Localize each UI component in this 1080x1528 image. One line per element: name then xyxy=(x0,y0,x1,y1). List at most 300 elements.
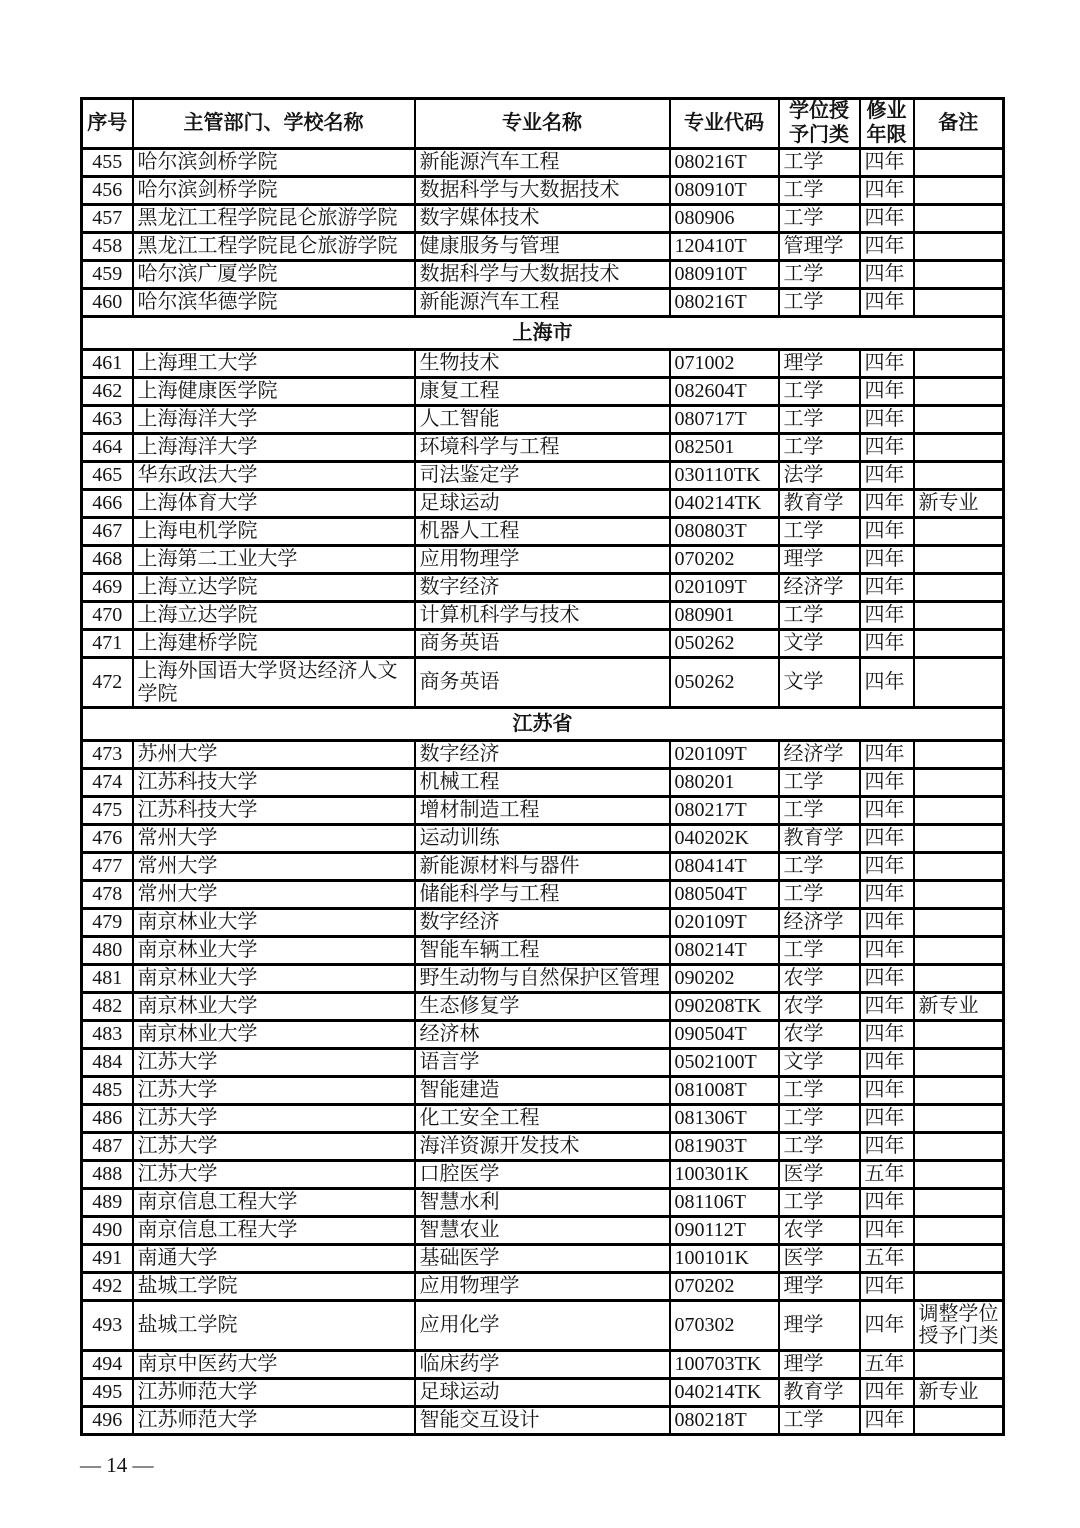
table-header-row xyxy=(82,99,1004,149)
cell-major-code: 082604T xyxy=(670,378,779,406)
cell-major-name: 新能源汽车工程 xyxy=(415,149,670,177)
cell-degree-category: 经济学 xyxy=(779,574,860,602)
cell-remarks xyxy=(914,1350,1004,1378)
cell-major-code: 080216T xyxy=(670,149,779,177)
table-row xyxy=(82,289,1004,317)
cell-study-duration: 四年 xyxy=(860,177,914,205)
cell-serial-number: 482 xyxy=(82,992,133,1020)
cell-degree-category: 工学 xyxy=(779,434,860,462)
cell-school-name: 上海海洋大学 xyxy=(133,434,415,462)
cell-remarks: 调整学位授予门类 xyxy=(914,1300,1004,1350)
cell-major-name: 数字经济 xyxy=(415,908,670,936)
cell-school-name: 上海第二工业大学 xyxy=(133,546,415,574)
cell-serial-number: 463 xyxy=(82,406,133,434)
cell-remarks xyxy=(914,462,1004,490)
cell-serial-number: 485 xyxy=(82,1076,133,1104)
table-row xyxy=(82,964,1004,992)
table-row xyxy=(82,824,1004,852)
cell-school-name: 南京林业大学 xyxy=(133,964,415,992)
cell-remarks xyxy=(914,1076,1004,1104)
cell-school-name: 上海立达学院 xyxy=(133,602,415,630)
cell-study-duration: 四年 xyxy=(860,880,914,908)
table-row xyxy=(82,1378,1004,1406)
cell-major-name: 数字媒体技术 xyxy=(415,205,670,233)
cell-major-name: 数据科学与大数据技术 xyxy=(415,261,670,289)
cell-serial-number: 493 xyxy=(82,1300,133,1350)
cell-major-code: 030110TK xyxy=(670,462,779,490)
cell-serial-number: 490 xyxy=(82,1216,133,1244)
cell-school-name: 南京林业大学 xyxy=(133,992,415,1020)
cell-major-name: 野生动物与自然保护区管理 xyxy=(415,964,670,992)
cell-degree-category: 文学 xyxy=(779,658,860,708)
cell-serial-number: 455 xyxy=(82,149,133,177)
cell-major-code: 080504T xyxy=(670,880,779,908)
table-row xyxy=(82,936,1004,964)
cell-study-duration: 四年 xyxy=(860,1020,914,1048)
cell-major-name: 储能科学与工程 xyxy=(415,880,670,908)
cell-serial-number: 457 xyxy=(82,205,133,233)
cell-major-code: 090208TK xyxy=(670,992,779,1020)
cell-major-name: 环境科学与工程 xyxy=(415,434,670,462)
cell-serial-number: 456 xyxy=(82,177,133,205)
cell-study-duration: 四年 xyxy=(860,546,914,574)
cell-degree-category: 文学 xyxy=(779,630,860,658)
table-row xyxy=(82,880,1004,908)
cell-study-duration: 四年 xyxy=(860,1272,914,1300)
cell-remarks xyxy=(914,406,1004,434)
cell-study-duration: 四年 xyxy=(860,1216,914,1244)
cell-school-name: 南京林业大学 xyxy=(133,936,415,964)
table-row xyxy=(82,1048,1004,1076)
cell-remarks xyxy=(914,908,1004,936)
cell-serial-number: 467 xyxy=(82,518,133,546)
cell-major-name: 司法鉴定学 xyxy=(415,462,670,490)
table-row xyxy=(82,1406,1004,1434)
cell-major-code: 120410T xyxy=(670,233,779,261)
cell-serial-number: 495 xyxy=(82,1378,133,1406)
cell-major-name: 增材制造工程 xyxy=(415,796,670,824)
cell-remarks xyxy=(914,630,1004,658)
cell-major-code: 081106T xyxy=(670,1188,779,1216)
cell-major-name: 海洋资源开发技术 xyxy=(415,1132,670,1160)
cell-school-name: 南京信息工程大学 xyxy=(133,1188,415,1216)
cell-remarks xyxy=(914,602,1004,630)
cell-serial-number: 494 xyxy=(82,1350,133,1378)
cell-degree-category: 工学 xyxy=(779,1104,860,1132)
cell-major-code: 090112T xyxy=(670,1216,779,1244)
cell-major-code: 070302 xyxy=(670,1300,779,1350)
table-row xyxy=(82,149,1004,177)
cell-serial-number: 469 xyxy=(82,574,133,602)
cell-major-code: 100301K xyxy=(670,1160,779,1188)
cell-remarks xyxy=(914,936,1004,964)
cell-school-name: 盐城工学院 xyxy=(133,1300,415,1350)
cell-study-duration: 四年 xyxy=(860,149,914,177)
cell-major-code: 020109T xyxy=(670,908,779,936)
cell-school-name: 江苏大学 xyxy=(133,1048,415,1076)
cell-degree-category: 管理学 xyxy=(779,233,860,261)
cell-study-duration: 五年 xyxy=(860,1160,914,1188)
cell-degree-category: 工学 xyxy=(779,406,860,434)
cell-degree-category: 工学 xyxy=(779,177,860,205)
cell-serial-number: 473 xyxy=(82,740,133,768)
cell-remarks xyxy=(914,852,1004,880)
cell-major-code: 050262 xyxy=(670,630,779,658)
cell-major-name: 运动训练 xyxy=(415,824,670,852)
cell-major-name: 数字经济 xyxy=(415,574,670,602)
cell-school-name: 江苏大学 xyxy=(133,1076,415,1104)
cell-study-duration: 四年 xyxy=(860,1406,914,1434)
cell-serial-number: 464 xyxy=(82,434,133,462)
cell-major-name: 化工安全工程 xyxy=(415,1104,670,1132)
cell-serial-number: 471 xyxy=(82,630,133,658)
cell-major-code: 0502100T xyxy=(670,1048,779,1076)
section-header-row xyxy=(82,317,1004,350)
cell-major-code: 100101K xyxy=(670,1244,779,1272)
cell-major-code: 080414T xyxy=(670,852,779,880)
cell-major-name: 智慧农业 xyxy=(415,1216,670,1244)
cell-degree-category: 工学 xyxy=(779,602,860,630)
cell-school-name: 黑龙江工程学院昆仑旅游学院 xyxy=(133,233,415,261)
cell-school-name: 盐城工学院 xyxy=(133,1272,415,1300)
cell-major-name: 基础医学 xyxy=(415,1244,670,1272)
table-row xyxy=(82,518,1004,546)
cell-study-duration: 四年 xyxy=(860,205,914,233)
cell-study-duration: 四年 xyxy=(860,796,914,824)
cell-study-duration: 四年 xyxy=(860,462,914,490)
cell-serial-number: 466 xyxy=(82,490,133,518)
cell-remarks xyxy=(914,149,1004,177)
cell-remarks xyxy=(914,824,1004,852)
table-row xyxy=(82,1244,1004,1272)
cell-study-duration: 四年 xyxy=(860,768,914,796)
cell-major-code: 080910T xyxy=(670,261,779,289)
cell-major-name: 机械工程 xyxy=(415,768,670,796)
col-header-serial-number: 序号 xyxy=(82,99,133,149)
cell-major-name: 康复工程 xyxy=(415,378,670,406)
table-row xyxy=(82,1104,1004,1132)
cell-study-duration: 四年 xyxy=(860,350,914,378)
cell-remarks xyxy=(914,1020,1004,1048)
cell-study-duration: 五年 xyxy=(860,1350,914,1378)
cell-remarks xyxy=(914,233,1004,261)
cell-study-duration: 四年 xyxy=(860,740,914,768)
cell-degree-category: 工学 xyxy=(779,796,860,824)
cell-study-duration: 四年 xyxy=(860,908,914,936)
cell-serial-number: 477 xyxy=(82,852,133,880)
col-header-study-duration: 修业年限 xyxy=(860,99,914,149)
cell-serial-number: 462 xyxy=(82,378,133,406)
table-row xyxy=(82,1160,1004,1188)
cell-major-code: 080214T xyxy=(670,936,779,964)
table-row xyxy=(82,630,1004,658)
cell-major-name: 机器人工程 xyxy=(415,518,670,546)
cell-major-name: 足球运动 xyxy=(415,490,670,518)
cell-serial-number: 479 xyxy=(82,908,133,936)
cell-remarks xyxy=(914,964,1004,992)
cell-major-name: 智能车辆工程 xyxy=(415,936,670,964)
cell-major-name: 应用化学 xyxy=(415,1300,670,1350)
cell-major-code: 071002 xyxy=(670,350,779,378)
cell-degree-category: 农学 xyxy=(779,1216,860,1244)
cell-school-name: 上海立达学院 xyxy=(133,574,415,602)
cell-study-duration: 四年 xyxy=(860,289,914,317)
table-row xyxy=(82,1350,1004,1378)
majors-approval-table xyxy=(80,97,1005,1436)
cell-serial-number: 478 xyxy=(82,880,133,908)
cell-degree-category: 工学 xyxy=(779,261,860,289)
cell-degree-category: 工学 xyxy=(779,880,860,908)
cell-remarks xyxy=(914,1216,1004,1244)
cell-major-name: 健康服务与管理 xyxy=(415,233,670,261)
cell-remarks xyxy=(914,378,1004,406)
col-header-degree-category: 学位授予门类 xyxy=(779,99,860,149)
cell-study-duration: 四年 xyxy=(860,574,914,602)
table-row xyxy=(82,740,1004,768)
cell-study-duration: 四年 xyxy=(860,378,914,406)
table-row xyxy=(82,434,1004,462)
cell-remarks xyxy=(914,205,1004,233)
cell-major-name: 语言学 xyxy=(415,1048,670,1076)
cell-major-code: 080217T xyxy=(670,796,779,824)
cell-remarks xyxy=(914,658,1004,708)
cell-school-name: 南京林业大学 xyxy=(133,908,415,936)
table-row xyxy=(82,205,1004,233)
cell-study-duration: 四年 xyxy=(860,490,914,518)
cell-degree-category: 工学 xyxy=(779,1188,860,1216)
cell-study-duration: 四年 xyxy=(860,964,914,992)
cell-study-duration: 四年 xyxy=(860,602,914,630)
cell-degree-category: 医学 xyxy=(779,1160,860,1188)
table-row xyxy=(82,852,1004,880)
cell-degree-category: 农学 xyxy=(779,992,860,1020)
cell-school-name: 哈尔滨广厦学院 xyxy=(133,261,415,289)
cell-serial-number: 489 xyxy=(82,1188,133,1216)
cell-degree-category: 农学 xyxy=(779,964,860,992)
cell-serial-number: 459 xyxy=(82,261,133,289)
cell-major-code: 080216T xyxy=(670,289,779,317)
cell-school-name: 常州大学 xyxy=(133,880,415,908)
table-row xyxy=(82,1188,1004,1216)
cell-major-code: 081903T xyxy=(670,1132,779,1160)
cell-serial-number: 476 xyxy=(82,824,133,852)
cell-study-duration: 四年 xyxy=(860,852,914,880)
cell-remarks xyxy=(914,1160,1004,1188)
cell-school-name: 江苏大学 xyxy=(133,1132,415,1160)
cell-remarks xyxy=(914,1132,1004,1160)
table-row xyxy=(82,768,1004,796)
cell-degree-category: 工学 xyxy=(779,378,860,406)
cell-major-name: 智能建造 xyxy=(415,1076,670,1104)
cell-serial-number: 461 xyxy=(82,350,133,378)
cell-school-name: 哈尔滨剑桥学院 xyxy=(133,177,415,205)
cell-major-code: 040214TK xyxy=(670,490,779,518)
cell-study-duration: 四年 xyxy=(860,1076,914,1104)
cell-school-name: 南京信息工程大学 xyxy=(133,1216,415,1244)
cell-major-name: 生态修复学 xyxy=(415,992,670,1020)
cell-remarks xyxy=(914,1406,1004,1434)
cell-major-code: 070202 xyxy=(670,546,779,574)
cell-serial-number: 492 xyxy=(82,1272,133,1300)
table-row xyxy=(82,378,1004,406)
cell-degree-category: 工学 xyxy=(779,289,860,317)
col-header-major-name: 专业名称 xyxy=(415,99,670,149)
cell-study-duration: 五年 xyxy=(860,1244,914,1272)
table-row xyxy=(82,1132,1004,1160)
cell-degree-category: 工学 xyxy=(779,1406,860,1434)
cell-serial-number: 474 xyxy=(82,768,133,796)
cell-major-name: 新能源汽车工程 xyxy=(415,289,670,317)
cell-school-name: 上海外国语大学贤达经济人文学院 xyxy=(133,658,415,708)
cell-study-duration: 四年 xyxy=(860,434,914,462)
cell-degree-category: 工学 xyxy=(779,852,860,880)
cell-serial-number: 480 xyxy=(82,936,133,964)
cell-degree-category: 法学 xyxy=(779,462,860,490)
cell-remarks xyxy=(914,261,1004,289)
cell-remarks: 新专业 xyxy=(914,992,1004,1020)
cell-study-duration: 四年 xyxy=(860,658,914,708)
cell-remarks xyxy=(914,1104,1004,1132)
table-row xyxy=(82,261,1004,289)
cell-major-name: 商务英语 xyxy=(415,658,670,708)
cell-serial-number: 458 xyxy=(82,233,133,261)
cell-serial-number: 470 xyxy=(82,602,133,630)
cell-major-name: 计算机科学与技术 xyxy=(415,602,670,630)
cell-serial-number: 488 xyxy=(82,1160,133,1188)
cell-school-name: 哈尔滨华德学院 xyxy=(133,289,415,317)
cell-school-name: 上海海洋大学 xyxy=(133,406,415,434)
cell-degree-category: 教育学 xyxy=(779,824,860,852)
cell-degree-category: 工学 xyxy=(779,149,860,177)
cell-study-duration: 四年 xyxy=(860,630,914,658)
table-row xyxy=(82,1272,1004,1300)
cell-study-duration: 四年 xyxy=(860,406,914,434)
cell-study-duration: 四年 xyxy=(860,1104,914,1132)
table-row xyxy=(82,177,1004,205)
table-row xyxy=(82,406,1004,434)
cell-study-duration: 四年 xyxy=(860,518,914,546)
cell-major-code: 081008T xyxy=(670,1076,779,1104)
cell-remarks xyxy=(914,1188,1004,1216)
cell-major-code: 040202K xyxy=(670,824,779,852)
cell-serial-number: 483 xyxy=(82,1020,133,1048)
cell-major-code: 082501 xyxy=(670,434,779,462)
cell-major-code: 080901 xyxy=(670,602,779,630)
cell-remarks: 新专业 xyxy=(914,1378,1004,1406)
cell-major-name: 足球运动 xyxy=(415,1378,670,1406)
cell-major-code: 080803T xyxy=(670,518,779,546)
section-header-row xyxy=(82,707,1004,740)
cell-school-name: 上海体育大学 xyxy=(133,490,415,518)
cell-school-name: 江苏科技大学 xyxy=(133,768,415,796)
col-header-remarks: 备注 xyxy=(914,99,1004,149)
cell-major-code: 040214TK xyxy=(670,1378,779,1406)
cell-major-code: 020109T xyxy=(670,740,779,768)
cell-serial-number: 465 xyxy=(82,462,133,490)
cell-serial-number: 481 xyxy=(82,964,133,992)
cell-remarks xyxy=(914,1244,1004,1272)
cell-major-code: 090202 xyxy=(670,964,779,992)
cell-serial-number: 486 xyxy=(82,1104,133,1132)
cell-school-name: 上海建桥学院 xyxy=(133,630,415,658)
table-row xyxy=(82,462,1004,490)
table-row xyxy=(82,992,1004,1020)
table-row xyxy=(82,1216,1004,1244)
cell-major-name: 数字经济 xyxy=(415,740,670,768)
cell-study-duration: 四年 xyxy=(860,1300,914,1350)
cell-remarks xyxy=(914,880,1004,908)
section-header-label: 上海市 xyxy=(82,317,1004,350)
cell-school-name: 常州大学 xyxy=(133,852,415,880)
cell-remarks xyxy=(914,350,1004,378)
cell-school-name: 常州大学 xyxy=(133,824,415,852)
table-row xyxy=(82,796,1004,824)
cell-remarks xyxy=(914,177,1004,205)
cell-major-code: 070202 xyxy=(670,1272,779,1300)
cell-major-code: 080910T xyxy=(670,177,779,205)
cell-school-name: 上海电机学院 xyxy=(133,518,415,546)
cell-remarks: 新专业 xyxy=(914,490,1004,518)
col-header-major-code: 专业代码 xyxy=(670,99,779,149)
cell-major-code: 050262 xyxy=(670,658,779,708)
cell-serial-number: 491 xyxy=(82,1244,133,1272)
col-header-school-name: 主管部门、学校名称 xyxy=(133,99,415,149)
table-row xyxy=(82,574,1004,602)
table-row xyxy=(82,233,1004,261)
cell-serial-number: 460 xyxy=(82,289,133,317)
cell-major-code: 081306T xyxy=(670,1104,779,1132)
cell-major-name: 数据科学与大数据技术 xyxy=(415,177,670,205)
cell-serial-number: 472 xyxy=(82,658,133,708)
cell-study-duration: 四年 xyxy=(860,936,914,964)
table-row xyxy=(82,490,1004,518)
cell-major-name: 临床药学 xyxy=(415,1350,670,1378)
cell-degree-category: 理学 xyxy=(779,1272,860,1300)
cell-remarks xyxy=(914,434,1004,462)
cell-major-code: 080201 xyxy=(670,768,779,796)
cell-study-duration: 四年 xyxy=(860,261,914,289)
cell-school-name: 华东政法大学 xyxy=(133,462,415,490)
cell-major-name: 智能交互设计 xyxy=(415,1406,670,1434)
cell-degree-category: 教育学 xyxy=(779,490,860,518)
cell-major-name: 生物技术 xyxy=(415,350,670,378)
cell-degree-category: 理学 xyxy=(779,1350,860,1378)
section-header-label: 江苏省 xyxy=(82,707,1004,740)
table-row xyxy=(82,350,1004,378)
cell-study-duration: 四年 xyxy=(860,992,914,1020)
page-number: — 14 — xyxy=(80,1453,154,1477)
cell-school-name: 江苏师范大学 xyxy=(133,1406,415,1434)
cell-school-name: 南通大学 xyxy=(133,1244,415,1272)
cell-serial-number: 484 xyxy=(82,1048,133,1076)
cell-remarks xyxy=(914,1272,1004,1300)
majors-approval-table-container xyxy=(80,97,1005,1436)
cell-major-code: 090504T xyxy=(670,1020,779,1048)
cell-remarks xyxy=(914,740,1004,768)
cell-degree-category: 理学 xyxy=(779,350,860,378)
cell-remarks xyxy=(914,546,1004,574)
cell-school-name: 江苏大学 xyxy=(133,1104,415,1132)
cell-major-code: 080717T xyxy=(670,406,779,434)
table-row xyxy=(82,602,1004,630)
cell-major-name: 应用物理学 xyxy=(415,546,670,574)
cell-remarks xyxy=(914,796,1004,824)
cell-study-duration: 四年 xyxy=(860,1378,914,1406)
cell-study-duration: 四年 xyxy=(860,1048,914,1076)
cell-degree-category: 经济学 xyxy=(779,908,860,936)
cell-remarks xyxy=(914,768,1004,796)
cell-major-code: 080218T xyxy=(670,1406,779,1434)
